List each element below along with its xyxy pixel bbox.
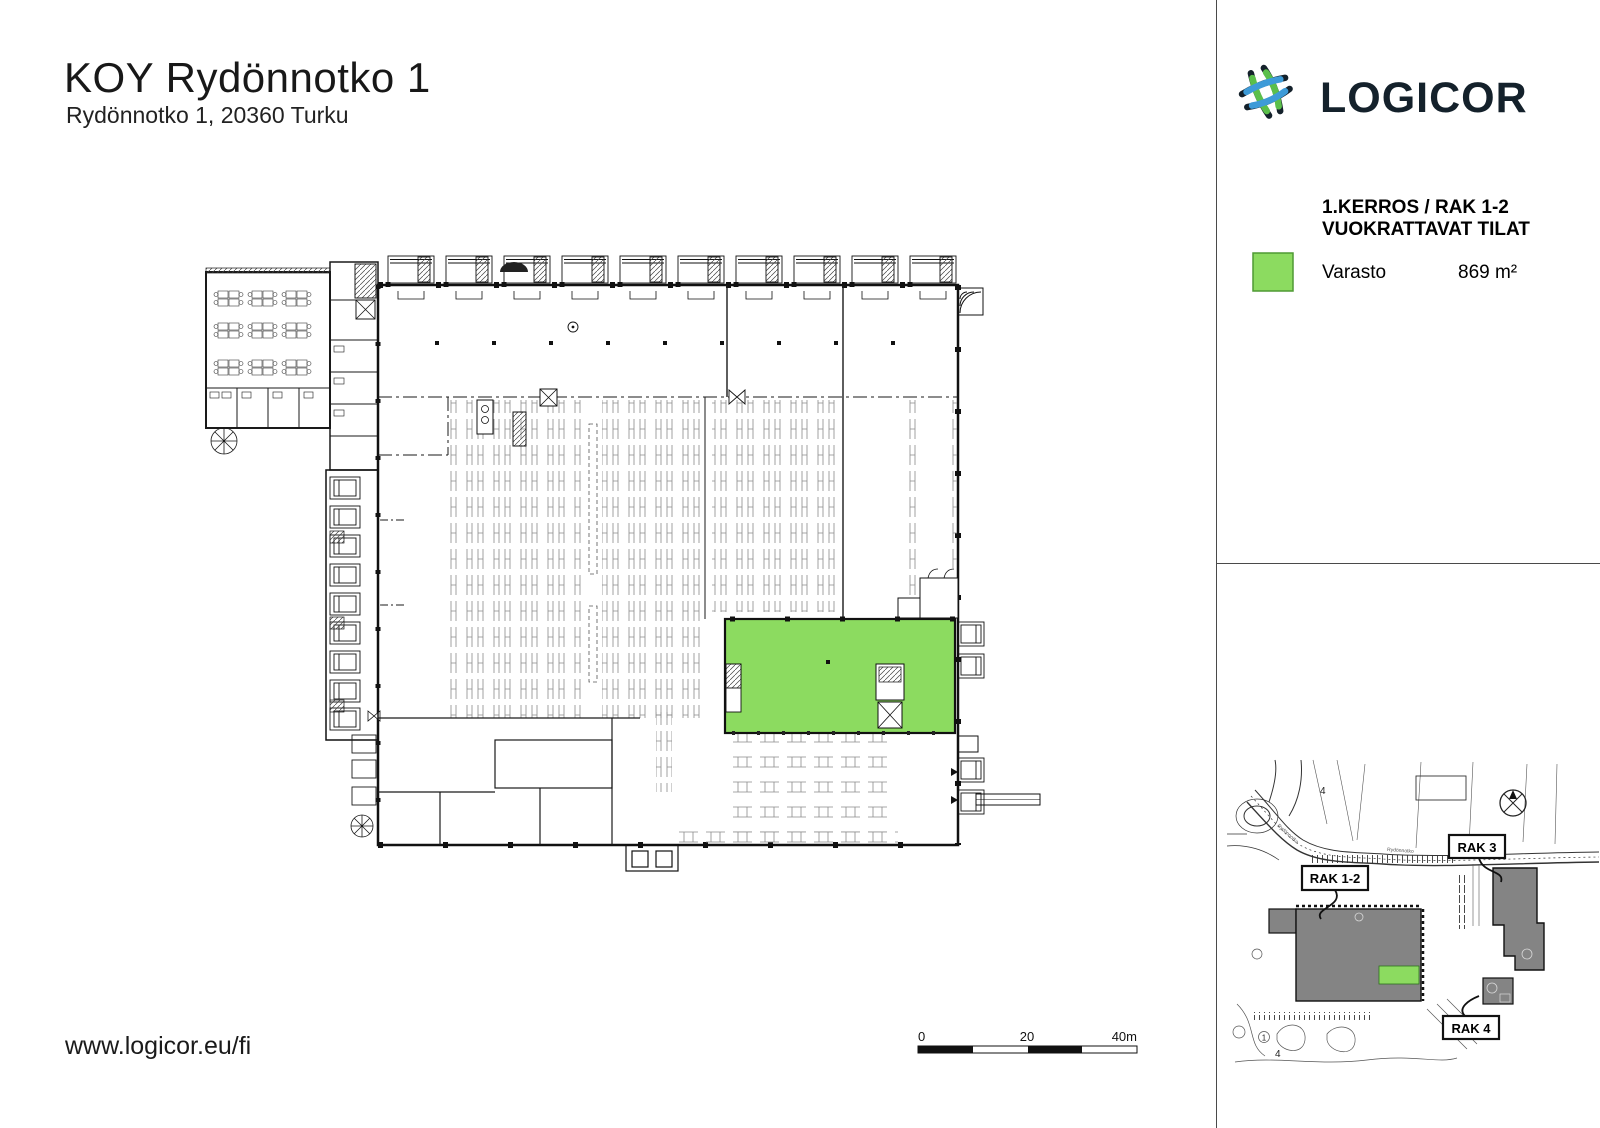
spiral-stair-icon xyxy=(211,428,237,454)
logicor-wordmark: LOGICOR xyxy=(1320,74,1528,122)
corner-spiral-stair-icon xyxy=(351,815,373,837)
southwest-rooms xyxy=(351,718,640,845)
logicor-logo-icon xyxy=(1236,62,1296,122)
buildings xyxy=(1252,864,1544,1004)
scale-bar xyxy=(918,1029,1137,1053)
legend-item-area: 869 m² xyxy=(1458,262,1518,283)
scale-label-end: 40m xyxy=(1111,1029,1137,1044)
sitemap-varasto-highlight xyxy=(1379,966,1419,984)
south-annex xyxy=(626,845,678,871)
street-label-2: Rydönnotko xyxy=(1386,847,1414,855)
legend-swatch xyxy=(1252,252,1294,292)
office-annex xyxy=(206,268,330,454)
legend-heading-line1: 1.KERROS / RAK 1-2 xyxy=(1322,197,1509,218)
page-title: KOY Rydönnotko 1 xyxy=(64,54,431,101)
parcel-number-bottom: 4 xyxy=(1275,1049,1281,1060)
website-url: www.logicor.eu/fi xyxy=(65,1032,252,1060)
street-label-1: Rydönnotko xyxy=(1275,823,1300,846)
top-loading-docks xyxy=(386,256,957,299)
label-rak3: RAK 3 xyxy=(1457,840,1497,855)
parcel-circle-number: 1 xyxy=(1261,1033,1267,1043)
scale-label-mid: 20 xyxy=(1019,1029,1035,1044)
label-rak4: RAK 4 xyxy=(1451,1021,1491,1036)
parcel-lines xyxy=(1313,760,1557,848)
label-rak12: RAK 1-2 xyxy=(1309,871,1361,886)
varasto-stair-block xyxy=(876,664,904,728)
building-rak4 xyxy=(1483,978,1513,1004)
stair-core xyxy=(330,262,378,470)
column-grid xyxy=(435,322,895,345)
legend-heading xyxy=(1322,197,1530,241)
scale-label-start: 0 xyxy=(918,1029,926,1044)
legend-item-label: Varasto xyxy=(1322,262,1387,283)
site-map xyxy=(1217,564,1600,1128)
compass-icon xyxy=(1500,790,1526,816)
west-loading-docks xyxy=(326,470,378,740)
page-subtitle: Rydönnotko 1, 20360 Turku xyxy=(66,102,349,128)
legend-heading-line2: VUOKRATTAVAT TILAT xyxy=(1322,219,1530,240)
east-docks xyxy=(951,288,1040,814)
parcel-number-top: 4 xyxy=(1320,786,1326,797)
building-rak3 xyxy=(1455,864,1544,970)
varasto-unit xyxy=(725,619,955,733)
building-rak12 xyxy=(1252,906,1423,1001)
